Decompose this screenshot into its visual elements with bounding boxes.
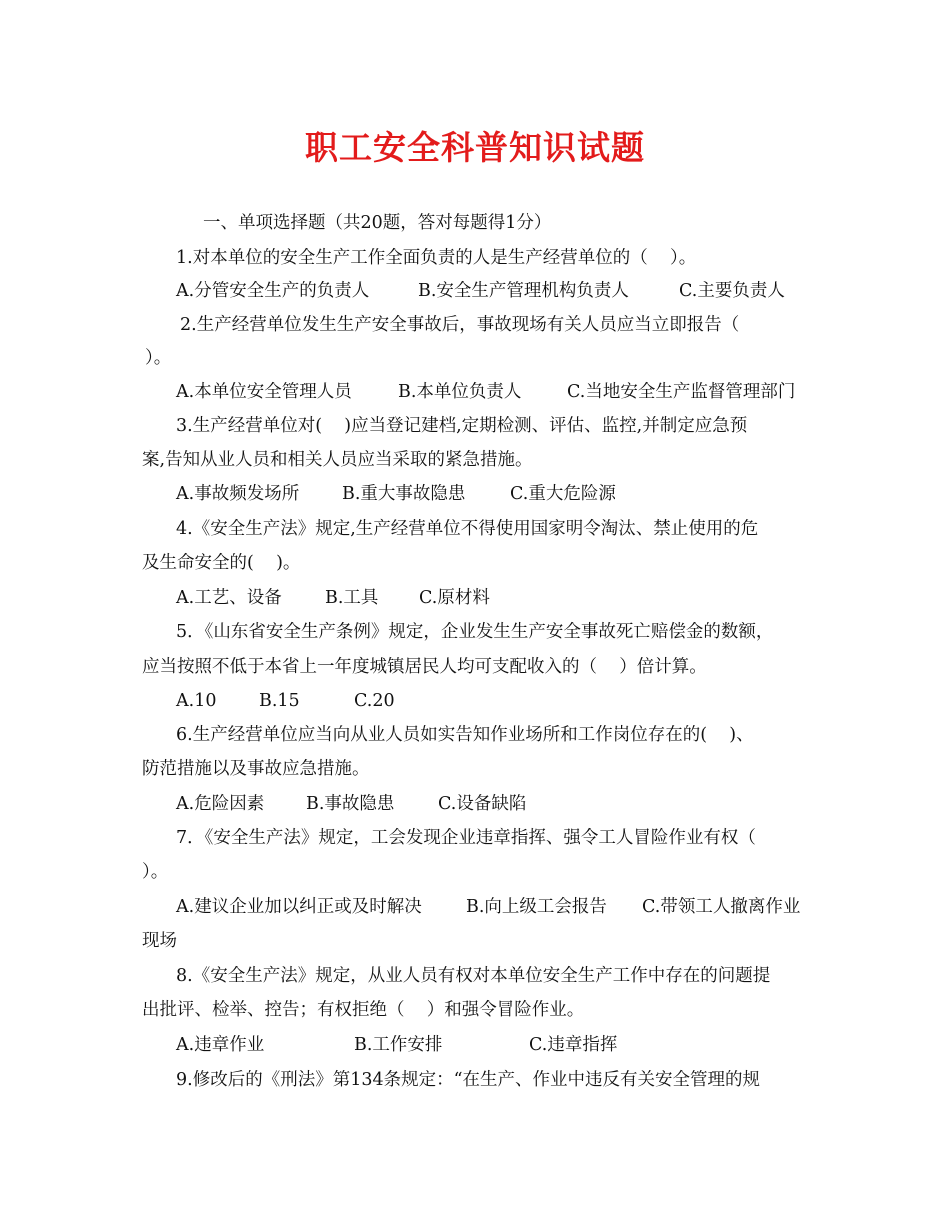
question-2-option-a: A.本单位安全管理人员: [176, 382, 352, 402]
question-5-option-c: C.20: [354, 691, 395, 711]
question-3-option-b: B.重大事故隐患: [342, 484, 466, 504]
question-6-option-c: C.设备缺陷: [438, 794, 527, 814]
question-8-stem-line-1: 8.《安全生产法》规定，从业人员有权对本单位安全生产工作中存在的问题提: [176, 966, 771, 986]
question-6-option-a: A.危险因素: [176, 794, 265, 814]
question-2-stem-line-1: 2.生产经营单位发生生产安全事故后，事故现场有关人员应当立即报告（: [180, 315, 740, 335]
question-4-option-a: A.工艺、设备: [176, 588, 282, 608]
question-1-option-b: B.安全生产管理机构负责人: [418, 281, 629, 301]
question-4-stem-line-2: 及生命安全的( )。: [142, 553, 301, 573]
question-7-stem-line-2: ）。: [142, 862, 169, 882]
question-6-option-b: B.事故隐患: [306, 794, 395, 814]
question-3-stem-line-1: 3.生产经营单位对( )应当登记建档,定期检测、评估、监控,并制定应急预: [176, 416, 748, 436]
question-2-option-b: B.本单位负责人: [398, 382, 522, 402]
question-5-option-a: A.10: [176, 691, 217, 711]
question-1-option-c: C.主要负责人: [679, 281, 785, 301]
question-1-option-a: A.分管安全生产的负责人: [176, 281, 370, 301]
section-heading: 一、单项选择题（共20题，答对每题得1分）: [203, 213, 552, 233]
question-8-option-c: C.违章指挥: [529, 1035, 618, 1055]
question-2-option-c: C.当地安全生产监督管理部门: [567, 382, 796, 402]
question-5-option-b: B.15: [259, 691, 300, 711]
question-3-option-a: A.事故频发场所: [176, 484, 300, 504]
question-7-stem-line-1: 7．《安全生产法》规定，工会发现企业违章指挥、强令工人冒险作业有权（: [176, 828, 756, 848]
question-7-option-c-continued: 现场: [142, 931, 177, 951]
question-6-stem-line-1: 6.生产经营单位应当向从业人员如实告知作业场所和工作岗位存在的( )、: [176, 725, 754, 745]
question-5-stem-line-2: 应当按照不低于本省上一年度城镇居民人均可支配收入的（ ）倍计算。: [142, 657, 707, 677]
question-3-stem-line-2: 案,告知从业人员和相关人员应当采取的紧急措施。: [142, 450, 533, 470]
question-8-option-b: B.工作安排: [354, 1035, 443, 1055]
question-4-option-c: C.原材料: [419, 588, 490, 608]
question-9-stem-line-1: 9.修改后的《刑法》第134条规定：“在生产、作业中违反有关安全管理的规: [176, 1070, 761, 1090]
question-7-option-a: A.建议企业加以纠正或及时解决: [176, 897, 422, 917]
question-5-stem-line-1: 5．《山东省安全生产条例》规定，企业发生生产安全事故死亡赔偿金的数额，: [176, 622, 774, 642]
question-6-stem-line-2: 防范措施以及事故应急措施。: [142, 759, 370, 779]
question-8-option-a: A.违章作业: [176, 1035, 265, 1055]
question-4-stem-line-1: 4.《安全生产法》规定,生产经营单位不得使用国家明令淘汰、禁止使用的危: [176, 519, 759, 539]
question-2-stem-line-2: ）。: [145, 348, 172, 368]
document-title: 职工安全科普知识试题: [305, 128, 645, 167]
question-8-stem-line-2: 出批评、检举、控告；有权拒绝（ ）和强令冒险作业。: [142, 1000, 585, 1020]
question-3-option-c: C.重大危险源: [510, 484, 616, 504]
question-7-option-b: B.向上级工会报告: [466, 897, 607, 917]
question-7-option-c: C.带领工人撤离作业: [642, 897, 801, 917]
question-1-stem: 1.对本单位的安全生产工作全面负责的人是生产经营单位的（ ）。: [176, 248, 697, 268]
question-4-option-b: B.工具: [325, 588, 379, 608]
